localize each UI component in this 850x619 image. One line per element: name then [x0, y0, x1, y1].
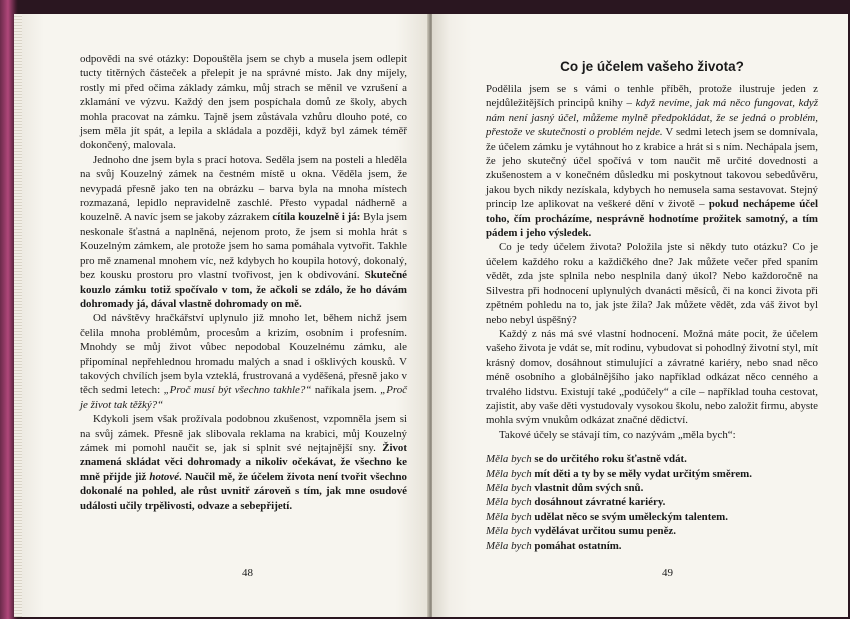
right-page-text [486, 82, 818, 442]
right-page [432, 14, 848, 617]
paragraph [486, 428, 818, 442]
text-run: „Proč je život tak těžký?“ [80, 384, 407, 411]
left-page-text [80, 52, 407, 513]
text-run: Život znamená skládat věci dohromady a nikoliv očekávat, že všechno ke mně přijde již [80, 441, 407, 483]
text-run: Podělila jsem se s vámi o tenhle příběh, protože ilustruje jeden z nejdůležitějších principů knihy – [486, 83, 818, 110]
list-item [486, 481, 818, 495]
text-run: „Proč musí být všechno takhle?“ [163, 384, 312, 397]
list-item [486, 467, 818, 481]
text-run: hotové [149, 470, 180, 483]
text-run: pokud nechápeme účel toho, čím procházíme, nesprávně hodnotíme prožitek samotný, a tím pádem i jeho výsledek. [486, 198, 818, 240]
text-run: cítila kouzelně i já: [272, 211, 361, 224]
text-run: naříkala jsem. [311, 384, 381, 397]
left-page [14, 14, 429, 617]
list-item-lead: Měla bych [486, 467, 532, 480]
list-item-text: se do určitého roku šťastně vdát. [531, 453, 687, 466]
page-number-left: 48 [242, 567, 253, 579]
list-item [486, 452, 818, 466]
text-run: . Naučil mě, že účelem života není tvořit všechno dokonalé na pohled, ale růst uvnitř zároveň s tím, jak mne osudové události učily trpělivosti, odvaze a sebepřijetí. [80, 470, 407, 512]
list-item-text: vlastnit dům svých snů. [531, 481, 644, 494]
paragraph [486, 240, 818, 326]
list-item-text: pomáhat ostatním. [531, 539, 622, 552]
text-run: Co je tedy účelem života? Položila jste si někdy tuto otázku? Co je účelem každého roku a každičkého dne? Jak můžete večer před spaním vědět, zda jste splnila nebo nesplnila daný úkol? Nebo každoročně na Silvestra při hodnocení uplynulých dvanácti měsíců, či na konci života při zpětném pohledu na to, jak jste žila? Jak můžete vědět, zda váš život byl nebo nebyl úspěšný? [486, 241, 818, 326]
paragraph [80, 311, 407, 412]
text-run: V sedmi letech jsem se domnívala, že účelem zámku je vytáhnout ho z krabice a hrát si s ním. Nechápala jsem, že jeho skutečný účel spočívá v tom naučit mě určité dovednosti a zkušenostem a v konečném důsledku mi poskytnout takovou sebedůvěru, jakou bych nikdy nezískala, kdybych ho nemusela sama sestavovat. Stejný princip lze aplikovat na veškeré dění v životě – [486, 126, 818, 211]
list-item-text: udělat něco se svým uměleckým talentem. [531, 510, 728, 523]
text-run: Od návštěvy hračkářství uplynulo již mnoho let, během nichž jsem čelila mnoha problémům, procesům a krizím, osobním i profesním. Mnohdy se můj život vůbec nepodobal Kouzelnému zámku, ale připomínal nepřehlednou hromadu malých a snad i ošklivých kousků. V takových chvílích jsem byla vzteklá, frustrovaná a vyděšená, přesně jako v těch sedmi letech: [80, 312, 407, 397]
chapter-title: Co je účelem vašeho života? [560, 59, 744, 74]
text-run: Každý z nás má své vlastní hodnocení. Možná máte pocit, že účelem vašeho života je vdát se, mít rodinu, vybudovat si pohodlný životní styl, mít krásný domov, dosáhnout stimulující a závratné kariéry, nebo snad něco méně osobního a globálnějšího jako například odkázat něco cenného a trvalého lidstvu. Existují také „podúčely“ a cíle – například touha cestovat, zajistit, aby vaše děti vystudovaly vysokou školu, nebo založit firmu, abyste mohla svým vnukům odkázat značné dědictví. [486, 327, 818, 427]
list-item [486, 495, 818, 509]
paragraph [80, 412, 407, 513]
list-item-lead: Měla bych [486, 453, 532, 466]
text-run: Takové účely se stávají tím, co nazývám „měla bych“: [499, 428, 736, 441]
list-item [486, 539, 818, 553]
list-item [486, 524, 818, 538]
paragraph [80, 153, 407, 311]
list-item-text: vydělávat určitou sumu peněz. [531, 525, 676, 538]
text-run: Byla jsem neskonale šťastná a naplněná, nejenom proto, že jsem si mohla hrát s Kouzelným zámkem, ale protože jsem ho sama pomáhala vytvořit. Takhle pro mě znamenal mnohem víc, než kdybych ho koupila hotový, dokonalý, bez kousku prostoru pro vlastní tvořivost, jen k obdivování. [80, 211, 407, 282]
paragraph [486, 82, 818, 240]
text-run: Kdykoli jsem však prožívala podobnou zkušenost, vzpomněla jsem si na svůj zámek. Přesně jak slibovala reklama na krabici, můj Kouzelný zámek mi pomohl naučit se, jak si splnit své nejtajnější sny. [80, 413, 407, 454]
list-item-lead: Měla bych [486, 539, 532, 552]
open-book [14, 14, 848, 617]
list-item-lead: Měla bych [486, 525, 532, 538]
list-item [486, 510, 818, 524]
should-list [486, 452, 818, 553]
list-item-lead: Měla bych [486, 496, 532, 509]
page-number-right: 49 [662, 567, 673, 579]
list-item-text: mít děti a ty by se měly vydat určitým směrem. [531, 467, 752, 480]
text-run: Jednoho dne jsem byla s prací hotova. Seděla jsem na posteli a hleděla na svůj Kouzelný zámek na čestném místě u okna. Věděla jsem, že nevypadá přesně jako ten na obrázku – barva byla na mnoha místech rozmazaná, lepidlo nepravidelně zaschlé. Přesto vypadal nádherně a kouzelně. A navíc jsem se jakoby zázrakem [80, 153, 407, 224]
text-run: odpovědi na své otázky: Dopouštěla jsem se chyb a musela jsem odlepit tucty titěrných částeček a přelepit je na správné místo. Jak dny míjely, rostly mi před očima základy zámku, můj strach se měnil ve vzrušení a zklamání ve výzvu. Každý den jsem pospíchala domů ze školy, abych mohla pracovat na zámku. Tajně jsem zůstávala vzhůru dlouho poté, co jsem měla jít spát, a lepila a skládala a později, když byl zámek téměř dokončený, malovala. [80, 53, 407, 152]
list-item-lead: Měla bych [486, 481, 532, 494]
paragraph [486, 327, 818, 428]
paragraph [80, 52, 407, 153]
page-edges [14, 14, 22, 617]
text-run: Skutečné kouzlo zámku totiž spočívalo v tom, že ačkoli se zdálo, že ho dávám dohromady já, dával vlastně dohromady on mě. [80, 269, 407, 310]
list-item-lead: Měla bych [486, 510, 532, 523]
list-item-text: dosáhnout závratné kariéry. [531, 496, 666, 509]
text-run: když nevíme, jak má něco fungovat, když nám není jasný účel, můžeme mylně předpokládat, že se jedná o problém, přestože ve skutečnosti o problém nejde. [486, 97, 818, 139]
